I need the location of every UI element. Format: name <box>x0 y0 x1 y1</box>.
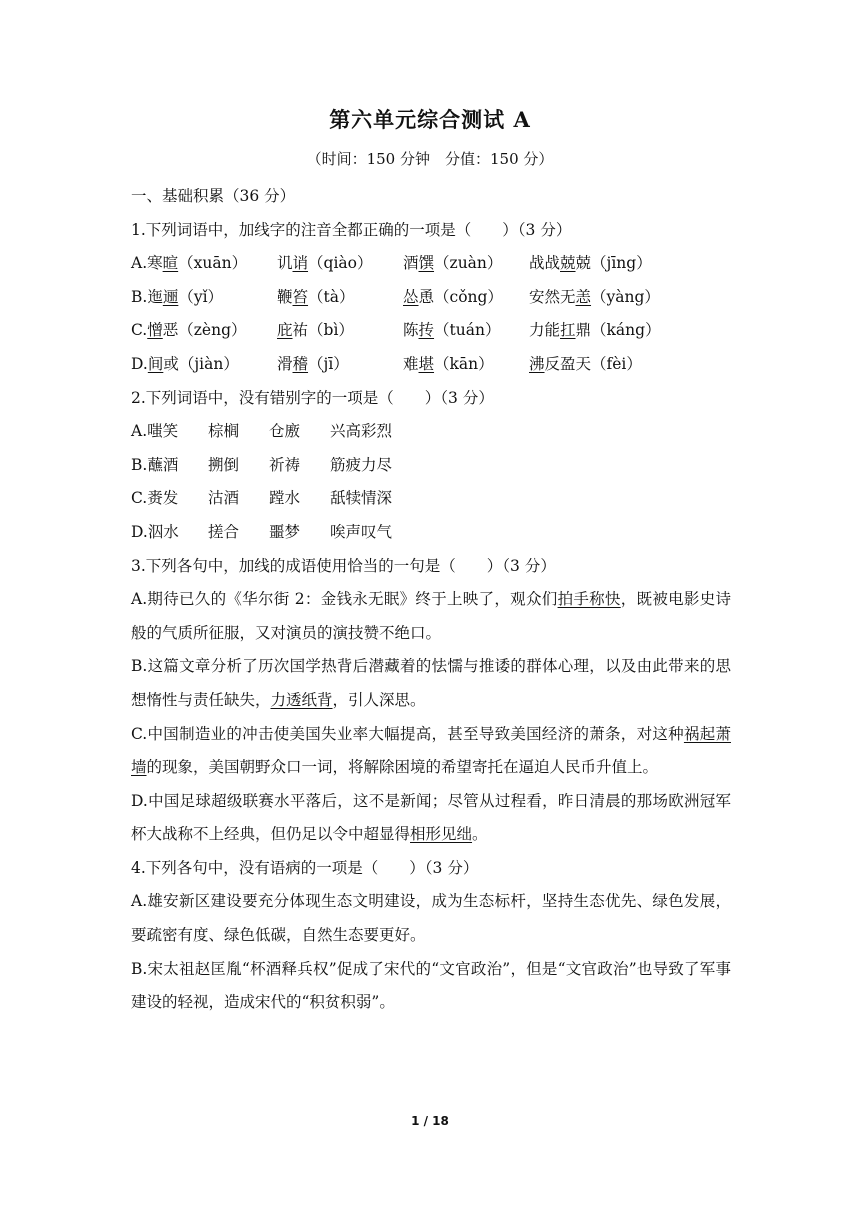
underlined-char: 兢 <box>560 254 576 273</box>
item-text: 力能 <box>529 321 561 340</box>
word-item: B.蘸酒 <box>131 455 179 474</box>
question-1-option-row <box>131 281 731 315</box>
item-text: 反盈天（fèi） <box>544 354 642 373</box>
pinyin-item <box>403 247 502 281</box>
item-text: 鞭 <box>277 287 293 306</box>
item-text: （xuān） <box>178 254 248 273</box>
item-text: 恶（zèng） <box>162 321 247 340</box>
word-item: D.泅水 <box>131 522 179 541</box>
item-text: （kān） <box>434 354 494 373</box>
question-2-option-row <box>131 415 731 449</box>
word-item: 噩梦 <box>269 522 301 541</box>
word-item: 舐犊情深 <box>330 489 393 508</box>
item-text: 讥 <box>277 254 293 273</box>
word-item: 祈祷 <box>269 455 301 474</box>
item-text: （yǐ） <box>178 287 224 306</box>
pinyin-item <box>131 281 223 315</box>
option-text: 的现象，美国朝野众口一词，将解除困境的希望寄托在逼迫人民币升值上。 <box>146 758 659 777</box>
item-text: （yàng） <box>591 287 660 306</box>
pinyin-item <box>131 247 247 281</box>
pinyin-item <box>529 281 660 315</box>
page-number: 1 / 18 <box>411 1114 449 1128</box>
option-text: C.中国制造业的冲击使美国失业率大幅提高，甚至导致美国经济的萧条，对这种 <box>131 724 684 743</box>
item-text: 安然无 <box>529 287 576 306</box>
page-title: 第六单元综合测试 A <box>329 107 531 132</box>
question-2-options <box>131 415 731 549</box>
option-text: B.这篇文章分析了历次国学热背后潜藏着的怯懦与推诿的群体心理，以及由此带来的思想惰性与责任缺失， <box>131 657 731 709</box>
exam-info: （时间：150 分钟 分值：150 分） <box>306 150 554 168</box>
question-2-option-row <box>131 449 731 483</box>
pinyin-item <box>277 314 354 348</box>
item-text: 兢（jīng） <box>575 254 652 273</box>
question-1-option-row <box>131 314 731 348</box>
item-text: C. <box>131 321 148 340</box>
item-text: 恿（cǒng） <box>418 287 503 306</box>
underlined-idiom: 相形见绌 <box>410 825 473 844</box>
pinyin-item <box>529 348 642 382</box>
item-text: 陈 <box>403 321 419 340</box>
underlined-char: 逦 <box>162 287 179 306</box>
question-3-option-c <box>131 718 731 785</box>
word-item: 沽酒 <box>208 489 240 508</box>
item-text: 战战 <box>529 254 561 273</box>
pinyin-item <box>403 314 500 348</box>
word-item: 搠倒 <box>208 455 240 474</box>
item-text: 鼎（káng） <box>575 321 661 340</box>
item-text: B.迤 <box>131 287 163 306</box>
word-item: 棕榈 <box>208 422 240 441</box>
item-text: A.寒 <box>131 254 163 273</box>
item-text: （zuàn） <box>434 254 503 273</box>
underlined-char: 怂 <box>403 287 419 306</box>
word-item: 仓廒 <box>269 422 301 441</box>
pinyin-item <box>277 247 372 281</box>
question-1-stem: 1.下列词语中，加线字的注音全都正确的一项是（ ）（3 分） <box>131 220 572 239</box>
word-item: 筋疲力尽 <box>330 455 393 474</box>
underlined-char: 庇 <box>277 321 293 340</box>
underlined-char: 扛 <box>560 321 576 340</box>
underlined-char: 憎 <box>147 321 163 340</box>
item-text: D. <box>131 354 148 373</box>
pinyin-item <box>277 348 349 382</box>
underlined-char: 馔 <box>418 254 435 273</box>
underlined-char: 抟 <box>418 321 435 340</box>
question-1-options <box>131 247 731 381</box>
word-item: 唉声叹气 <box>330 522 393 541</box>
question-3-option-b <box>131 650 731 717</box>
item-text: （tà） <box>308 287 355 306</box>
underlined-char: 稽 <box>292 354 309 373</box>
underlined-idiom: 拍手称快 <box>557 590 621 609</box>
word-item: A.嗤笑 <box>131 422 179 441</box>
option-text: ，引人深思。 <box>332 690 426 709</box>
question-2-stem: 2.下列词语中，没有错别字的一项是（ ）（3 分） <box>131 388 494 407</box>
pinyin-item <box>277 281 355 315</box>
option-text: ，既被电影史诗般的气质所征服，又对演员的演技赞不绝口。 <box>131 590 731 642</box>
option-text: A.期待已久的《华尔街 2：金钱永无眠》终于上映了，观众们 <box>131 590 558 609</box>
item-text: 祐（bì） <box>292 321 354 340</box>
pinyin-item <box>403 281 503 315</box>
item-text: 难 <box>403 354 419 373</box>
question-3-stem: 3.下列各句中，加线的成语使用恰当的一句是（ ）（3 分） <box>131 556 556 575</box>
pinyin-item <box>131 314 247 348</box>
pinyin-item <box>403 348 494 382</box>
underlined-char: 堪 <box>418 354 435 373</box>
question-3-option-a <box>131 583 731 650</box>
question-3-option-d <box>131 785 731 852</box>
pinyin-item <box>529 314 661 348</box>
question-4-stem: 4.下列各句中，没有语病的一项是（ ）（3 分） <box>131 858 479 877</box>
item-text: （tuán） <box>434 321 501 340</box>
section-heading: 一、基础积累（36 分） <box>131 187 296 205</box>
underlined-char: 间 <box>147 354 164 373</box>
underlined-char: 诮 <box>292 254 309 273</box>
question-4-option-b: B.宋太祖赵匡胤“杯酒释兵权”促成了宋代的“文官政治”，但是“文官政治”也导致了军事建设的轻视，造成宋代的“积贫积弱”。 <box>131 959 731 1012</box>
word-item: 兴高彩烈 <box>330 422 393 441</box>
word-item: 搓合 <box>208 522 240 541</box>
underlined-char: 恙 <box>575 287 592 306</box>
item-text: （jī） <box>308 354 349 373</box>
question-2-option-row <box>131 482 731 516</box>
question-1-option-row <box>131 247 731 281</box>
option-text: 。 <box>472 825 488 844</box>
underlined-char: 暄 <box>162 254 179 273</box>
item-text: 滑 <box>277 354 293 373</box>
question-4-option-a: A.雄安新区建设要充分体现生态文明建设，成为生态标杆，坚持生态优先、绿色发展，要疏密有度、绿色低碳，自然生态要更好。 <box>131 892 731 945</box>
item-text: （qiào） <box>308 254 373 273</box>
underlined-idiom: 祸起萧墙 <box>131 724 731 777</box>
underlined-char: 沸 <box>529 354 545 373</box>
underlined-idiom: 力透纸背 <box>270 690 333 709</box>
item-text: 酒 <box>403 254 419 273</box>
option-text: D.中国足球超级联赛水平落后，这不是新闻；尽管从过程看，昨日清晨的那场欧洲冠军杯大战称不上经典，但仍足以令中超显得 <box>131 791 731 844</box>
question-1-option-row <box>131 348 731 382</box>
question-2-option-row <box>131 516 731 550</box>
document-body <box>131 180 731 1020</box>
item-text: 或（jiàn） <box>163 354 239 373</box>
word-item: C.赉发 <box>131 489 179 508</box>
underlined-char: 笞 <box>292 287 309 306</box>
pinyin-item <box>131 348 239 382</box>
word-item: 蹚水 <box>269 489 301 508</box>
pinyin-item <box>529 247 652 281</box>
